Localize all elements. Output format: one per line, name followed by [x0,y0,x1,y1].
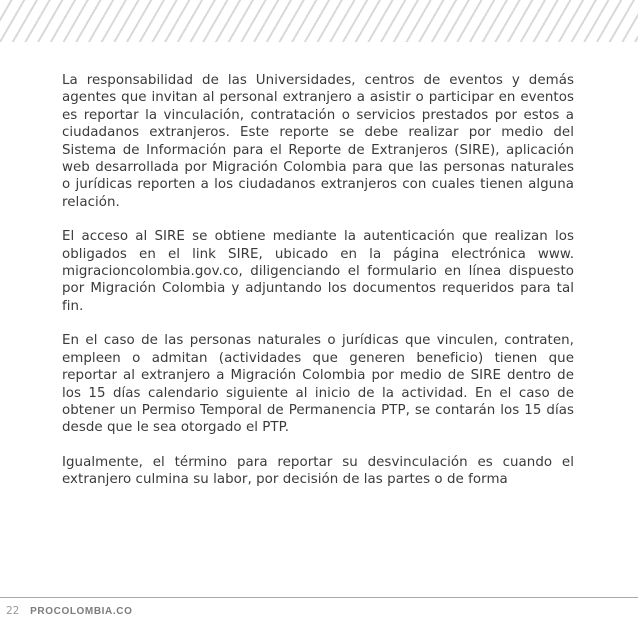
body-text [62,72,574,506]
paragraph-2: El acceso al SIRE se obtiene mediante la autenticación que realizan los obligados en el link SIRE, ubicado en la página electrónica www. migracioncolombia.gov.co, diligenciando el formulario en línea dispuesto por Migración Colombia y adjuntando los documentos requeridos para tal fin. [62,229,574,314]
paragraph-4: Igualmente, el término para reportar su desvinculación es cuando el extranjero culmina su labor, por decisión de las partes o de forma [62,454,574,488]
paragraph-3: En el caso de las personas naturales o jurídicas que vinculen, contraten, empleen o admitan (actividades que generen beneficio) tienen que reportar al extranjero a Migración Colombia por medio de SIRE dentro de los 15 días calendario siguiente al inicio de la actividad. En el caso de obtener un Permiso Temporal de Permanencia PTP, se contarán los 15 días desde que le sea otorgado el PTP. [62,333,574,436]
page-number: 22 [6,605,20,617]
footer-divider [0,597,638,598]
brand-link[interactable]: PROCOLOMBIA.CO [30,606,133,617]
decorative-hatch-header [0,0,638,42]
page-footer [6,605,132,617]
paragraph-1: La responsabilidad de las Universidades, centros de eventos y demás agentes que invitan al personal extranjero a asistir o participar en eventos es reportar la vinculación, contratación o servicios prestados por estos a ciudadanos extranjeros. Este reporte se debe realizar por medio del Sistema de Información para el Reporte de Extranjeros (SIRE), aplicación web desarrollada por Migración Colombia para que las personas naturales o jurídicas reporten a los ciudadanos extranjeros con cuales tienen alguna relación. [62,73,574,210]
